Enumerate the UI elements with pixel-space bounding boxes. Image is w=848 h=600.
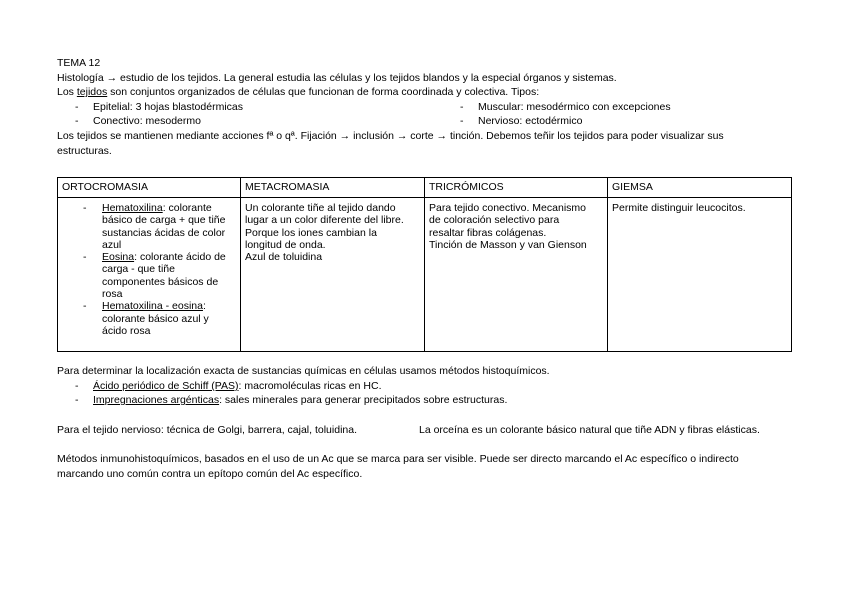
inmuno-text-line1: Métodos inmunohistoquímicos, basados en el uso de un Ac que se marca para ser visible. Puede ser directo marcando el Ac específico o indirecto xyxy=(57,453,739,465)
staining-table xyxy=(57,177,792,352)
header-ortocromasia: ORTOCROMASIA xyxy=(58,178,241,198)
impregnaciones-term: Impregnaciones argénticas xyxy=(93,394,220,406)
hematoxilina-term: Hematoxilina xyxy=(102,202,163,214)
tissue-type-epitelial: Epitelial: 3 hojas blastodérmicas xyxy=(93,101,243,113)
bullet-dash: - xyxy=(75,394,79,406)
hematoxilina-eosina-term: Hematoxilina - eosina xyxy=(102,300,203,313)
histoquimica-intro: Para determinar la localización exacta de sustancias químicas en células usamos métodos histoquímicos. xyxy=(57,365,550,377)
list-item-eosina: - Eosina: colorante ácido de carga - que tiñe componentes básicos de rosa xyxy=(83,251,226,301)
list-item-hematoxilina: - Hematoxilina: colorante básico de carga + que tiñe sustancias ácidas de color azul xyxy=(83,202,226,251)
table-header-row xyxy=(58,178,792,198)
inmuno-text-line2: marcando uno común contra un epítopo común del Ac específico. xyxy=(57,468,363,480)
bullet-dash: - xyxy=(75,115,79,127)
list-item-impregnaciones: Impregnaciones argénticas: sales minerales para generar precipitados sobre estructuras. xyxy=(93,394,508,406)
bullet-dash: - xyxy=(75,380,79,392)
header-tricromicos: TRICRÓMICOS xyxy=(425,178,608,198)
maintenance-text-line2: estructuras. xyxy=(57,145,112,157)
bullet-dash: - xyxy=(460,115,464,127)
cell-metacromasia: Un colorante tiñe al tejido dando lugar a un color diferente del libre. Porque los iones cambian la longitud de onda. Azul de toluidina xyxy=(241,198,425,352)
bullet-dash: - xyxy=(75,101,79,113)
histologia-definition: Histología → estudio de los tejidos. La general estudia las células y los tejidos blandos y la especial órganos y sistemas. xyxy=(57,72,617,84)
eosina-term: Eosina xyxy=(102,251,135,264)
cell-giemsa: Permite distinguir leucocitos. xyxy=(608,198,792,352)
maintenance-text-line1: Los tejidos se mantienen mediante acciones fª o qª. Fijación → inclusión → corte → tinción. Debemos teñir los tejidos para poder visualizar sus xyxy=(57,130,724,142)
table-row xyxy=(58,198,792,352)
bullet-dash: - xyxy=(460,101,464,113)
cell-tricromicos: Para tejido conectivo. Mecanismo de coloración selectivo para resaltar fibras colágenas. Tinción de Masson y van Gienson xyxy=(425,198,608,352)
tissue-type-nervioso: Nervioso: ectodérmico xyxy=(478,115,583,127)
cell-ortocromasia xyxy=(58,198,241,352)
list-item-pas: Ácido periódico de Schiff (PAS): macromoléculas ricas en HC. xyxy=(93,380,382,392)
header-giemsa: GIEMSA xyxy=(608,178,792,198)
list-item-hematoxilina-eosina: - Hematoxilina - eosina: colorante básico azul y ácido rosa xyxy=(83,300,209,337)
tissue-type-conectivo: Conectivo: mesodermo xyxy=(93,115,201,127)
orceina-note: La orceína es un colorante básico natural que tiñe ADN y fibras elásticas. xyxy=(419,424,760,436)
nervioso-techniques: Para el tejido nervioso: técnica de Golgi, barrera, cajal, toluidina. xyxy=(57,424,357,436)
tissue-type-muscular: Muscular: mesodérmico con excepciones xyxy=(478,101,671,113)
pas-term: Ácido periódico de Schiff (PAS) xyxy=(93,380,239,392)
tejidos-term: tejidos xyxy=(76,86,108,98)
document-title: TEMA 12 xyxy=(57,57,101,69)
tejidos-definition: Los tejidos son conjuntos organizados de células que funcionan de forma coordinada y colectiva. Tipos: xyxy=(57,86,540,98)
header-metacromasia: METACROMASIA xyxy=(241,178,425,198)
